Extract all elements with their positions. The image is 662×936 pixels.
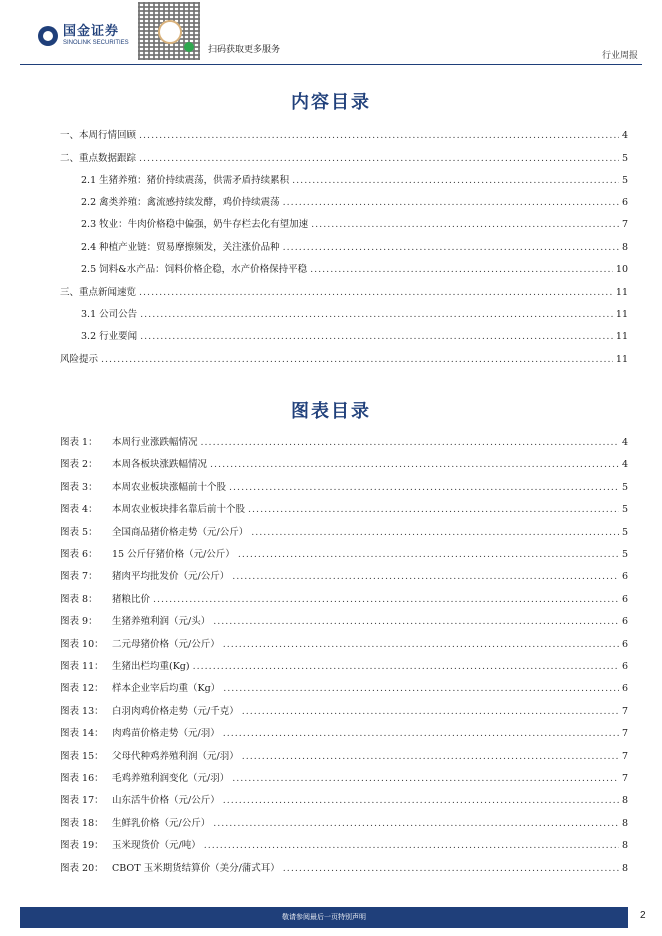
figure-leader-dots bbox=[223, 727, 619, 741]
toc-entry[interactable] bbox=[81, 196, 628, 210]
toc-leader-dots bbox=[140, 308, 613, 322]
figure-leader-dots bbox=[248, 503, 619, 517]
toc-leader-dots bbox=[292, 174, 619, 188]
contents-title: 内容目录 bbox=[291, 92, 371, 113]
figure-entry[interactable] bbox=[60, 548, 628, 562]
toc-entry-page: 11 bbox=[615, 354, 628, 365]
footer-disclaimer: 敬请参阅最后一页特别声明 bbox=[282, 913, 366, 921]
toc-entry-page: 11 bbox=[615, 287, 628, 298]
figure-page: 6 bbox=[621, 683, 628, 695]
figure-page: 8 bbox=[621, 795, 628, 807]
figure-label: 图表 10： bbox=[60, 638, 104, 650]
qr-center-logo-icon bbox=[158, 20, 182, 44]
figure-entry[interactable] bbox=[60, 458, 628, 472]
toc-leader-dots bbox=[283, 196, 619, 210]
toc-entry[interactable] bbox=[81, 263, 628, 277]
toc-entry[interactable] bbox=[81, 218, 628, 232]
figure-title: 玉米现货价（元/吨） bbox=[112, 840, 201, 852]
toc-entry[interactable] bbox=[60, 286, 628, 300]
figure-page: 5 bbox=[621, 504, 628, 516]
figure-label: 图表 11： bbox=[60, 661, 104, 672]
figure-page: 6 bbox=[621, 571, 628, 583]
figure-page: 7 bbox=[621, 728, 628, 740]
page-header bbox=[0, 0, 662, 66]
figure-entry[interactable] bbox=[60, 503, 628, 517]
figure-entry[interactable] bbox=[60, 682, 628, 696]
toc-entry-page: 8 bbox=[621, 242, 628, 253]
toc-entry-page: 10 bbox=[615, 264, 628, 275]
figure-entry[interactable] bbox=[60, 817, 628, 831]
figure-title: 二元母猪价格（元/公斤） bbox=[112, 638, 220, 650]
toc-leader-dots bbox=[101, 353, 613, 367]
toc-entry-title: 2.5 饲料&水产品：饲料价格企稳，水产价格保持平稳 bbox=[81, 264, 308, 275]
toc-entry-title: 2.4 种植产业链：贸易摩擦频发，关注涨价品种 bbox=[81, 242, 280, 253]
figure-entry[interactable] bbox=[60, 862, 628, 876]
figure-leader-dots bbox=[223, 682, 619, 696]
page-number: 2 bbox=[640, 910, 646, 921]
figure-label: 图表 1： bbox=[60, 437, 98, 448]
toc-entry-page: 7 bbox=[621, 219, 628, 230]
figure-label: 图表 20： bbox=[60, 862, 104, 874]
figure-title: 生猪出栏均重(Kg) bbox=[112, 661, 190, 672]
figure-page: 8 bbox=[621, 862, 628, 874]
report-type-label: 行业周报 bbox=[601, 51, 638, 61]
figure-entry[interactable] bbox=[60, 660, 628, 674]
figure-label: 图表 19： bbox=[60, 840, 104, 852]
header-divider bbox=[20, 64, 642, 65]
toc-entry-title: 一、本周行情回顾 bbox=[60, 130, 137, 141]
toc-entry-page: 11 bbox=[615, 331, 628, 342]
figure-leader-dots bbox=[213, 615, 619, 629]
sinolink-logo-icon bbox=[38, 26, 58, 46]
sinolink-logo bbox=[38, 25, 129, 47]
toc-entry[interactable] bbox=[81, 174, 628, 188]
figure-leader-dots bbox=[242, 705, 619, 719]
toc-entry-title: 2.1 生猪养殖：猪价持续震荡，供需矛盾持续累积 bbox=[81, 175, 290, 186]
figure-page: 7 bbox=[621, 750, 628, 762]
figure-entry[interactable] bbox=[60, 593, 628, 607]
toc-entry[interactable] bbox=[81, 330, 628, 344]
figure-entry[interactable] bbox=[60, 481, 628, 495]
toc-entry[interactable] bbox=[60, 353, 628, 367]
toc-leader-dots bbox=[139, 129, 619, 143]
figure-title: 山东活牛价格（元/公斤） bbox=[112, 795, 220, 807]
figure-title: 本周农业板块排名靠后前十个股 bbox=[112, 504, 246, 516]
toc-entry-page: 5 bbox=[621, 153, 628, 164]
toc-entry-title: 二、重点数据跟踪 bbox=[60, 153, 137, 164]
figure-page: 8 bbox=[621, 840, 628, 852]
figure-page: 7 bbox=[621, 773, 628, 784]
figure-label: 图表 15： bbox=[60, 750, 104, 762]
figure-label: 图表 17： bbox=[60, 795, 104, 807]
figure-leader-dots bbox=[153, 593, 619, 607]
figure-entry[interactable] bbox=[60, 570, 628, 584]
figure-title: 生鲜乳价格（元/公斤） bbox=[112, 817, 211, 829]
figure-page: 6 bbox=[621, 661, 628, 672]
figure-entry[interactable] bbox=[60, 727, 628, 741]
figure-label: 图表 13： bbox=[60, 705, 104, 717]
figure-entry[interactable] bbox=[60, 750, 628, 764]
page-footer bbox=[20, 907, 628, 928]
figure-label: 图表 6： bbox=[60, 549, 98, 560]
figure-leader-dots bbox=[229, 481, 619, 495]
figure-label: 图表 2： bbox=[60, 459, 98, 471]
figure-title: 白羽肉鸡价格走势（元/千克） bbox=[112, 705, 239, 717]
figure-leader-dots bbox=[223, 638, 619, 652]
figure-title: 本周农业板块涨幅前十个股 bbox=[112, 481, 227, 493]
figure-leader-dots bbox=[210, 458, 619, 472]
figure-title: 15 公斤仔猪价格（元/公斤） bbox=[112, 549, 235, 560]
toc-entry-title: 3.1 公司公告 bbox=[81, 309, 138, 320]
figure-label: 图表 5： bbox=[60, 526, 98, 538]
figure-leader-dots bbox=[204, 839, 619, 853]
figure-entry[interactable] bbox=[60, 772, 628, 786]
figure-title: 全国商品猪价格走势（元/公斤） bbox=[112, 526, 249, 538]
figure-label: 图表 3： bbox=[60, 481, 98, 493]
figure-label: 图表 16： bbox=[60, 773, 104, 784]
wechat-badge-icon bbox=[184, 42, 194, 52]
figure-label: 图表 7： bbox=[60, 571, 98, 583]
figure-label: 图表 8： bbox=[60, 593, 98, 605]
figure-label: 图表 4： bbox=[60, 504, 98, 516]
toc-entry-page: 11 bbox=[615, 309, 628, 320]
toc-entry-page: 6 bbox=[621, 197, 628, 208]
figure-label: 图表 14： bbox=[60, 728, 104, 740]
toc-entry[interactable] bbox=[60, 129, 628, 143]
toc-entry-page: 4 bbox=[621, 130, 628, 141]
figure-leader-dots bbox=[283, 862, 619, 876]
figure-leader-dots bbox=[238, 548, 619, 562]
figure-leader-dots bbox=[242, 750, 619, 764]
figure-page: 5 bbox=[621, 526, 628, 538]
figure-leader-dots bbox=[213, 817, 619, 831]
figure-title: 猪粮比价 bbox=[112, 593, 151, 605]
figure-leader-dots bbox=[232, 570, 619, 584]
toc-entry[interactable] bbox=[60, 152, 628, 166]
figure-leader-dots bbox=[201, 436, 619, 450]
figure-page: 5 bbox=[621, 549, 628, 560]
toc-entry[interactable] bbox=[81, 308, 628, 322]
toc-leader-dots bbox=[310, 263, 613, 277]
figure-title: 样本企业宰后均重（Kg） bbox=[112, 683, 221, 695]
figure-entry[interactable] bbox=[60, 436, 628, 450]
figure-entry[interactable] bbox=[60, 615, 628, 629]
toc-entry-title: 三、重点新闻速览 bbox=[60, 287, 137, 298]
figures-title: 图表目录 bbox=[291, 401, 371, 422]
toc-leader-dots bbox=[283, 241, 619, 255]
figure-label: 图表 18： bbox=[60, 817, 104, 829]
scan-prompt: 扫码获取更多服务 bbox=[208, 45, 281, 55]
figure-entry[interactable] bbox=[60, 794, 628, 808]
figure-title: 父母代种鸡养殖利润（元/羽） bbox=[112, 750, 239, 762]
logo-chinese-name: 国金证券 bbox=[63, 24, 120, 39]
toc-leader-dots bbox=[140, 330, 613, 344]
figure-title: 毛鸡养殖利润变化（元/羽） bbox=[112, 773, 230, 784]
logo-english-name: SINOLINK SECURITIES bbox=[63, 40, 129, 46]
figure-page: 4 bbox=[621, 459, 628, 471]
toc-entry-page: 5 bbox=[621, 175, 628, 186]
figure-title: 肉鸡苗价格走势（元/羽） bbox=[112, 728, 220, 740]
toc-leader-dots bbox=[139, 286, 613, 300]
figure-page: 5 bbox=[621, 481, 628, 493]
figure-leader-dots bbox=[193, 660, 619, 674]
figure-page: 4 bbox=[621, 437, 628, 448]
figure-label: 图表 12： bbox=[60, 683, 104, 695]
toc-entry-title: 风险提示 bbox=[60, 354, 99, 365]
figure-title: 生猪养殖利润（元/头） bbox=[112, 616, 211, 628]
toc-entry[interactable] bbox=[81, 241, 628, 255]
figure-leader-dots bbox=[251, 526, 619, 540]
figure-title: 本周各板块涨跌幅情况 bbox=[112, 459, 208, 471]
figure-leader-dots bbox=[232, 772, 619, 786]
figure-title: CBOT 玉米期货结算价（美分/蒲式耳） bbox=[112, 862, 280, 874]
figure-entry[interactable] bbox=[60, 839, 628, 853]
toc-entry-title: 2.3 牧业：牛肉价格稳中偏强，奶牛存栏去化有望加速 bbox=[81, 219, 309, 230]
figure-label: 图表 9： bbox=[60, 616, 98, 628]
toc-leader-dots bbox=[311, 218, 619, 232]
figure-entry[interactable] bbox=[60, 705, 628, 719]
figure-page: 6 bbox=[621, 638, 628, 650]
figure-entry[interactable] bbox=[60, 638, 628, 652]
toc-leader-dots bbox=[139, 152, 619, 166]
figure-title: 猪肉平均批发价（元/公斤） bbox=[112, 571, 230, 583]
toc-entry-title: 3.2 行业要闻 bbox=[81, 331, 138, 342]
figure-page: 6 bbox=[621, 616, 628, 628]
figure-entry[interactable] bbox=[60, 526, 628, 540]
figure-page: 6 bbox=[621, 593, 628, 605]
figure-page: 7 bbox=[621, 705, 628, 717]
toc-entry-title: 2.2 禽类养殖：禽流感持续发酵，鸡价持续震荡 bbox=[81, 197, 280, 208]
figure-page: 8 bbox=[621, 817, 628, 829]
figure-leader-dots bbox=[223, 794, 619, 808]
figure-title: 本周行业涨跌幅情况 bbox=[112, 437, 198, 448]
